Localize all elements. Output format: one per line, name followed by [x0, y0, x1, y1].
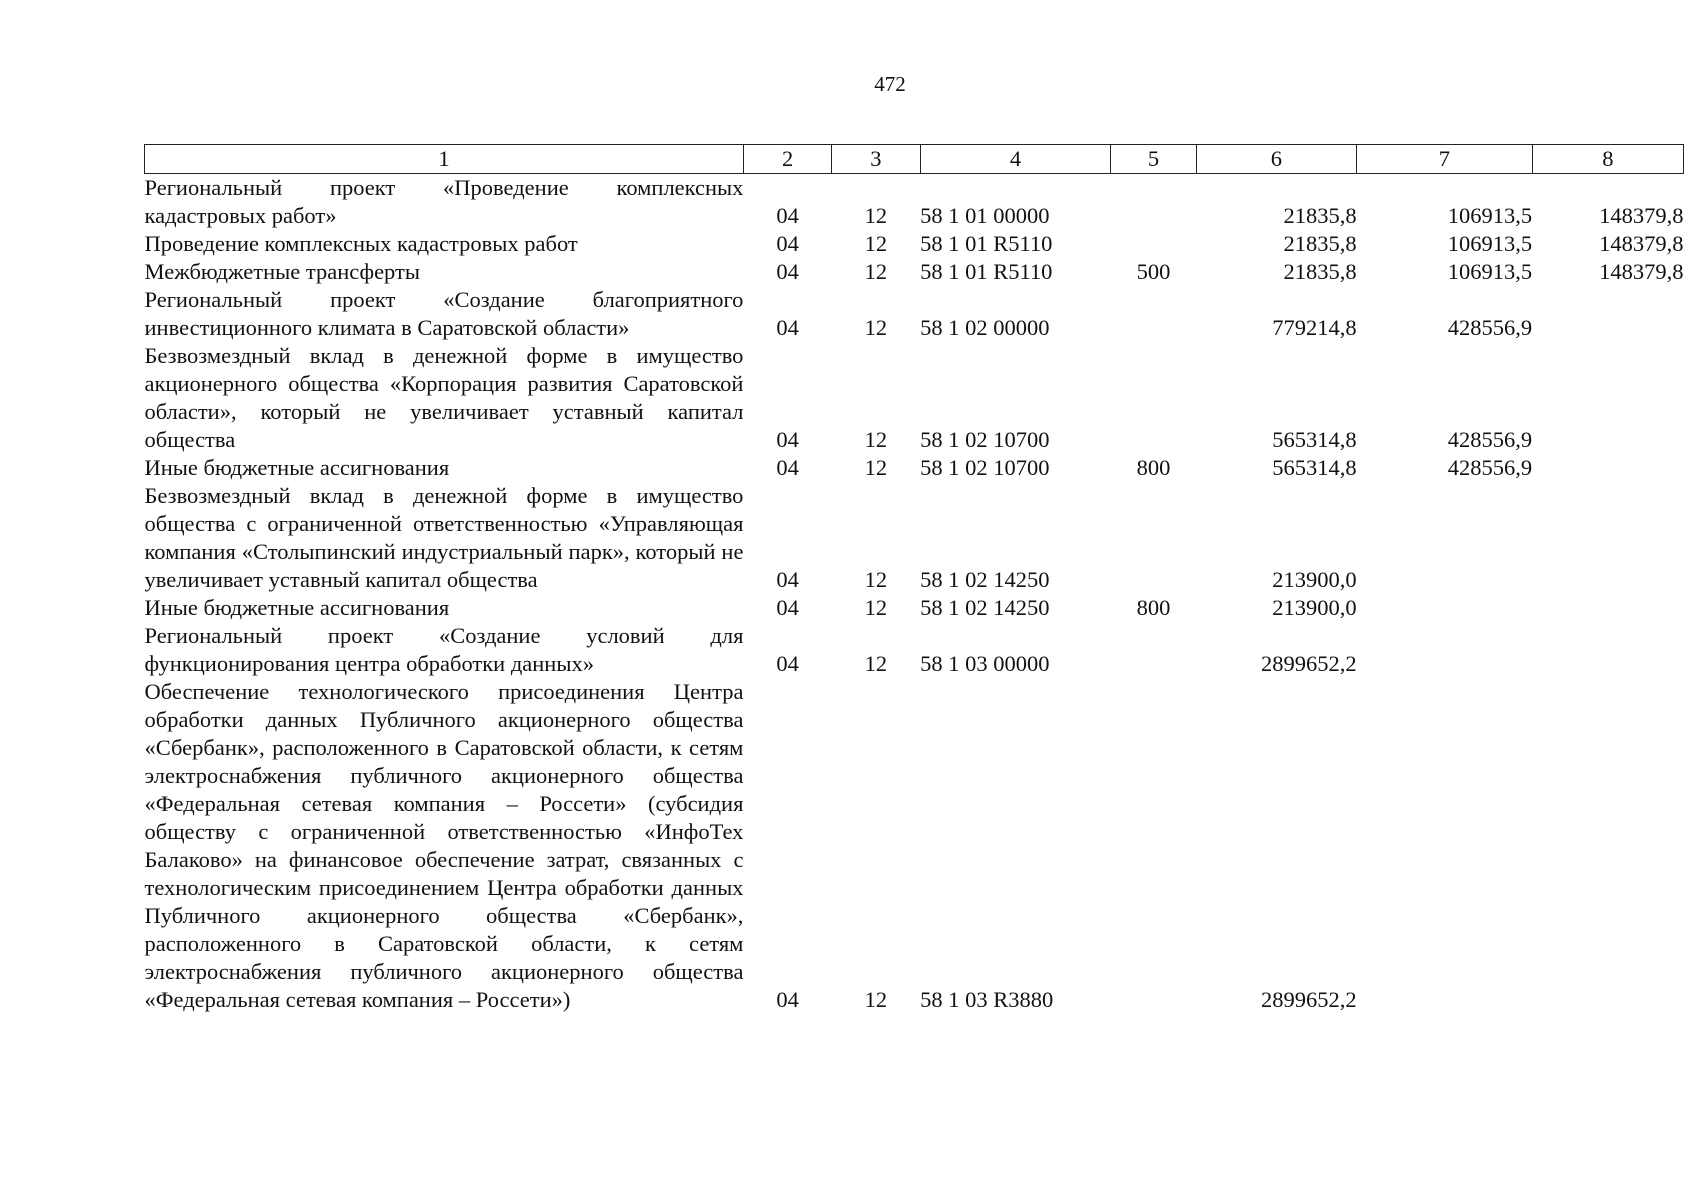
expense-type-code — [1111, 342, 1196, 454]
expense-type-code — [1111, 482, 1196, 594]
table-body — [145, 174, 1684, 1015]
amount-col8 — [1532, 342, 1683, 454]
page-number: 472 — [874, 72, 906, 96]
amount-col7: 428556,9 — [1447, 455, 1533, 480]
amount-col7 — [1357, 678, 1533, 1014]
subsection-code: 12 — [864, 203, 888, 228]
amount-col8 — [1532, 286, 1683, 342]
target-article-code: 58 1 01 00000 — [920, 203, 1050, 228]
table-row — [145, 174, 1684, 231]
amount-col7: 106913,5 — [1447, 259, 1533, 284]
amount-col6: 2899652,2 — [1260, 987, 1357, 1012]
amount-col6: 213900,0 — [1272, 595, 1357, 620]
table-header-row — [145, 145, 1684, 174]
target-article-code: 58 1 01 R5110 — [920, 231, 1053, 256]
section-code: 04 — [776, 987, 799, 1012]
target-article-code: 58 1 02 14250 — [920, 595, 1050, 620]
expense-type-code — [1111, 622, 1196, 678]
item-name: Безвозмездный вклад в денежной форме в имущество акционерного общества «Корпорация развития Саратовской области», который не увеличивает уставный капитал общества — [144, 343, 744, 452]
column-header: 2 — [743, 145, 831, 174]
amount-col8 — [1532, 454, 1683, 482]
section-code: 04 — [776, 595, 799, 620]
amount-col6: 21835,8 — [1283, 203, 1357, 228]
table-row — [145, 594, 1684, 622]
target-article-code: 58 1 02 00000 — [920, 315, 1050, 340]
item-name: Региональный проект «Создание благоприятного инвестиционного климата в Саратовской области» — [144, 287, 744, 340]
amount-col8 — [1532, 678, 1683, 1014]
table-row — [145, 622, 1684, 678]
table-row — [145, 230, 1684, 258]
table-row — [145, 342, 1684, 454]
expense-type-code — [1111, 678, 1196, 1014]
subsection-code: 12 — [864, 567, 888, 592]
expense-type-code: 500 — [1136, 259, 1171, 284]
amount-col7 — [1357, 622, 1533, 678]
target-article-code: 58 1 02 14250 — [920, 567, 1050, 592]
amount-col7: 428556,9 — [1447, 315, 1533, 340]
section-code: 04 — [776, 315, 799, 340]
column-header: 6 — [1196, 145, 1356, 174]
column-header: 5 — [1111, 145, 1196, 174]
amount-col8: 148379,8 — [1599, 231, 1684, 256]
amount-col8: 148379,8 — [1599, 259, 1684, 284]
expense-type-code — [1111, 286, 1196, 342]
table-row — [145, 258, 1684, 286]
amount-col7: 106913,5 — [1447, 231, 1533, 256]
subsection-code: 12 — [864, 315, 888, 340]
subsection-code: 12 — [864, 651, 888, 676]
amount-col8: 148379,8 — [1599, 203, 1684, 228]
column-header: 7 — [1357, 145, 1533, 174]
budget-table — [144, 144, 1684, 1014]
subsection-code: 12 — [864, 427, 888, 452]
subsection-code: 12 — [864, 259, 888, 284]
expense-type-code: 800 — [1136, 595, 1171, 620]
amount-col8 — [1532, 622, 1683, 678]
expense-type-code: 800 — [1136, 455, 1171, 480]
section-code: 04 — [776, 231, 799, 256]
item-name: Обеспечение технологического присоединения Центра обработки данных Публичного акционерного общества «Сбербанк», расположенного в Саратовской области, к сетям электроснабжения публичного акционерного общества «Федеральная сетевая компания – Россети» (субсидия обществу с ограниченной ответственностью «ИнфоТех Балаково» на финансовое обеспечение затрат, связанных с технологическим присоединением Центра обработки данных Публичного акционерного общества «Сбербанк», расположенного в Саратовской области, к сетям электроснабжения публичного акционерного общества «Федеральная сетевая компания – Россети») — [144, 679, 744, 1012]
amount-col6: 21835,8 — [1283, 259, 1357, 284]
target-article-code: 58 1 03 00000 — [920, 651, 1050, 676]
column-header: 4 — [920, 145, 1111, 174]
table-row — [145, 678, 1684, 1014]
amount-col6: 2899652,2 — [1260, 651, 1357, 676]
amount-col6: 565314,8 — [1272, 455, 1357, 480]
expense-type-code — [1111, 174, 1196, 231]
target-article-code: 58 1 03 R3880 — [920, 987, 1054, 1012]
item-name: Региональный проект «Создание условий для функционирования центра обработки данных» — [144, 623, 744, 676]
table-row — [145, 482, 1684, 594]
subsection-code: 12 — [864, 455, 888, 480]
subsection-code: 12 — [864, 231, 888, 256]
column-header: 1 — [145, 145, 744, 174]
amount-col6: 565314,8 — [1272, 427, 1357, 452]
column-header: 8 — [1532, 145, 1683, 174]
section-code: 04 — [776, 203, 799, 228]
target-article-code: 58 1 02 10700 — [920, 455, 1050, 480]
subsection-code: 12 — [864, 987, 888, 1012]
amount-col6: 213900,0 — [1272, 567, 1357, 592]
section-code: 04 — [776, 455, 799, 480]
column-header: 3 — [832, 145, 920, 174]
amount-col7: 428556,9 — [1447, 427, 1533, 452]
section-code: 04 — [776, 651, 799, 676]
item-name: Межбюджетные трансферты — [144, 259, 420, 284]
amount-col7 — [1357, 482, 1533, 594]
amount-col7 — [1357, 594, 1533, 622]
item-name: Проведение комплексных кадастровых работ — [144, 231, 578, 256]
table-row — [145, 454, 1684, 482]
expense-type-code — [1111, 230, 1196, 258]
item-name: Иные бюджетные ассигнования — [144, 455, 450, 480]
target-article-code: 58 1 01 R5110 — [920, 259, 1053, 284]
section-code: 04 — [776, 259, 799, 284]
amount-col8 — [1532, 594, 1683, 622]
item-name: Иные бюджетные ассигнования — [144, 595, 450, 620]
amount-col6: 779214,8 — [1272, 315, 1357, 340]
item-name: Региональный проект «Проведение комплексных кадастровых работ» — [144, 175, 744, 228]
section-code: 04 — [776, 567, 799, 592]
target-article-code: 58 1 02 10700 — [920, 427, 1050, 452]
subsection-code: 12 — [864, 595, 888, 620]
amount-col8 — [1532, 482, 1683, 594]
amount-col7: 106913,5 — [1447, 203, 1533, 228]
table-row — [145, 286, 1684, 342]
section-code: 04 — [776, 427, 799, 452]
item-name: Безвозмездный вклад в денежной форме в имущество общества с ограниченной ответственностью «Управляющая компания «Столыпинский индустриальный парк», который не увеличивает уставный капитал общества — [144, 483, 744, 592]
amount-col6: 21835,8 — [1283, 231, 1357, 256]
